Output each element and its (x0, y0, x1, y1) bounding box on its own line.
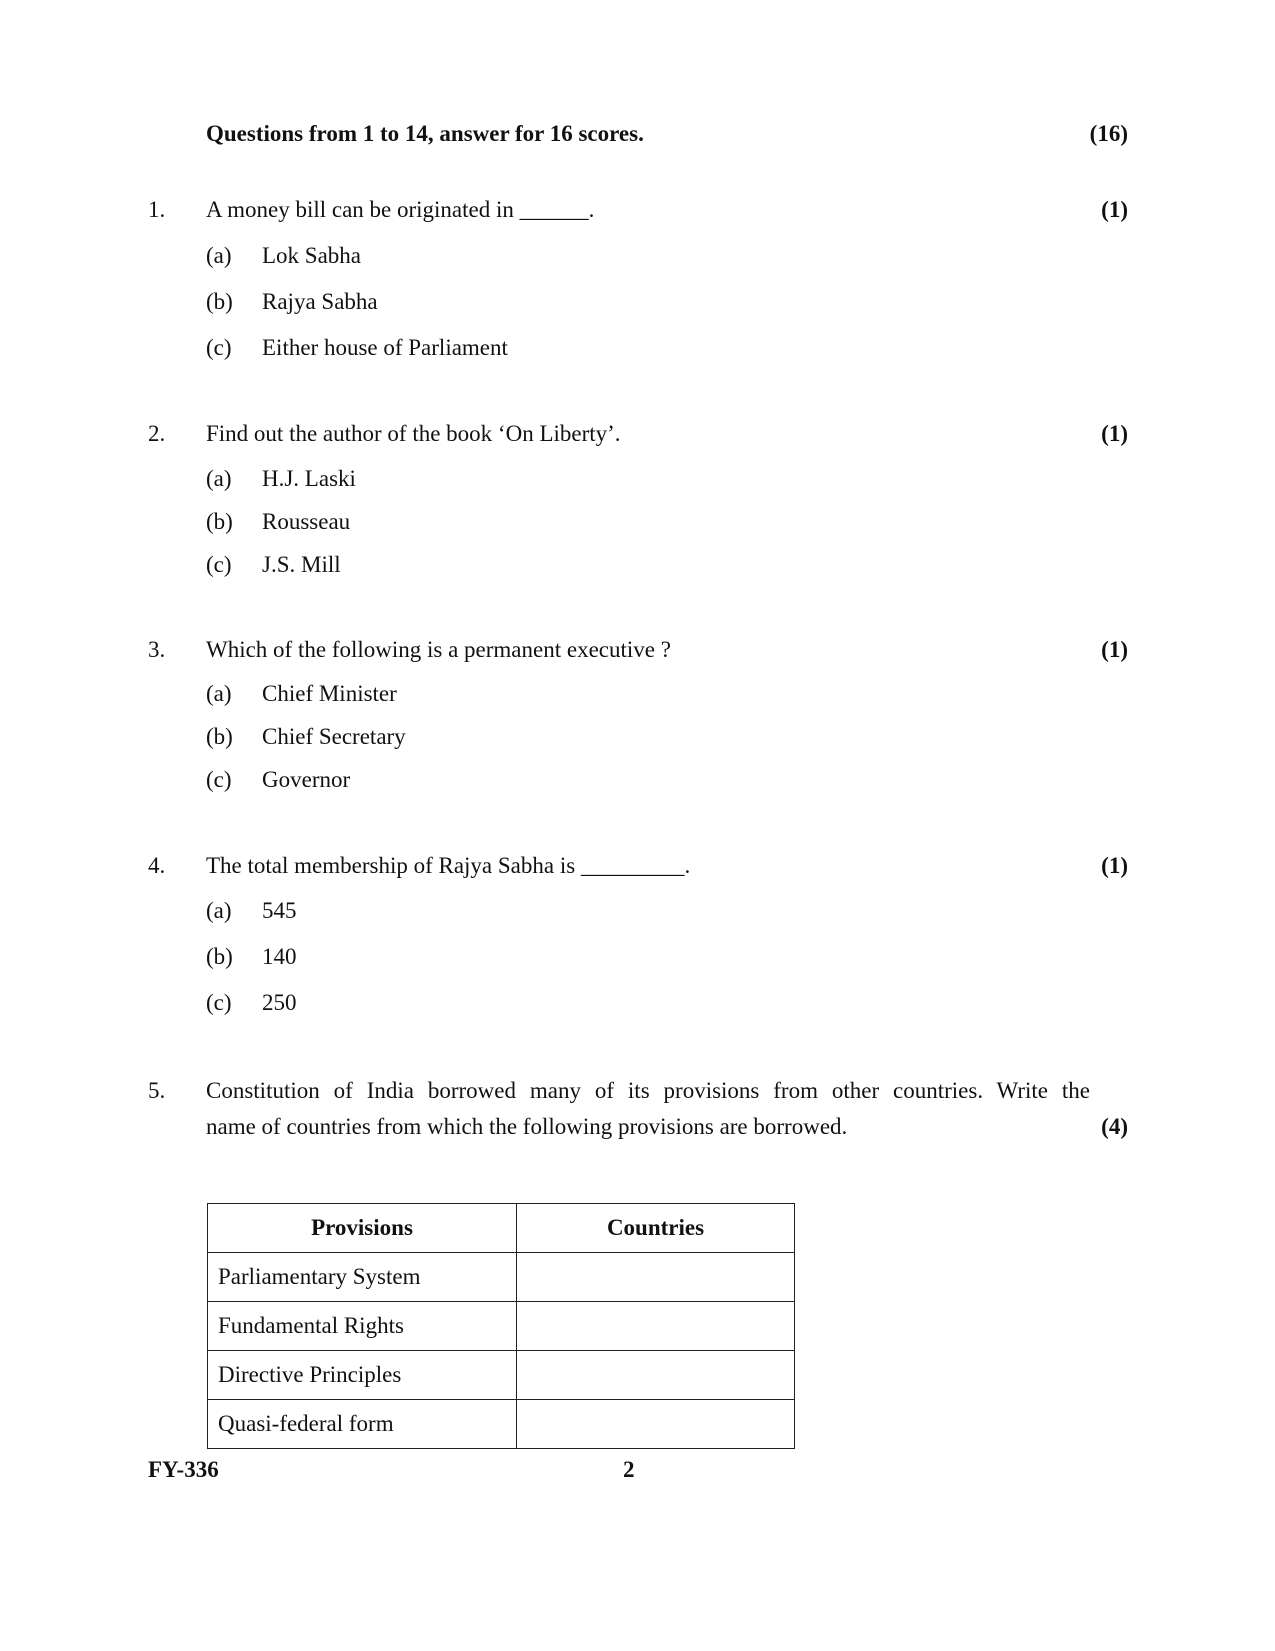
option-text: H.J. Laski (262, 466, 356, 491)
question-number: 5. (148, 1078, 166, 1103)
provision-cell: Quasi-federal form (208, 1400, 517, 1449)
country-cell (517, 1302, 795, 1351)
question-text-line2: name of countries from which the following provisions are borrowed. (206, 1114, 848, 1139)
option-letter: (b) (206, 944, 233, 969)
country-cell (517, 1351, 795, 1400)
page-number: 2 (623, 1457, 635, 1482)
column-header: Provisions (208, 1204, 517, 1253)
table-row (208, 1302, 795, 1351)
option-letter: (a) (206, 243, 232, 268)
option-text: Rousseau (262, 509, 351, 534)
question-score: (1) (1101, 637, 1128, 662)
total-score: (16) (1089, 121, 1128, 146)
instruction-heading: Questions from 1 to 14, answer for 16 scores. (206, 121, 644, 146)
table-header-row (208, 1204, 795, 1253)
option-letter: (c) (206, 335, 232, 360)
country-cell (517, 1253, 795, 1302)
column-header: Countries (517, 1204, 795, 1253)
provision-cell: Directive Principles (208, 1351, 517, 1400)
option-letter: (a) (206, 898, 232, 923)
option-letter: (b) (206, 724, 233, 749)
option-letter: (b) (206, 289, 233, 314)
option-text: Rajya Sabha (262, 289, 378, 314)
question-text: Which of the following is a permanent executive ? (206, 637, 671, 662)
option-letter: (c) (206, 767, 232, 792)
option-text: J.S. Mill (262, 552, 341, 577)
option-text: Governor (262, 767, 351, 792)
table-row (208, 1351, 795, 1400)
provisions-table (207, 1203, 795, 1449)
question-score: (1) (1101, 853, 1128, 878)
question-text-line1: Constitution of India borrowed many of its provisions from other countries. Write the (206, 1078, 1090, 1103)
option-letter: (b) (206, 509, 233, 534)
table-row (208, 1253, 795, 1302)
option-text: Lok Sabha (262, 243, 362, 268)
table-row (208, 1400, 795, 1449)
option-text: Chief Minister (262, 681, 397, 706)
option-text: Chief Secretary (262, 724, 406, 749)
country-cell (517, 1400, 795, 1449)
question-text: A money bill can be originated in ______. (206, 197, 595, 222)
question-score: (4) (1101, 1114, 1128, 1139)
provision-cell: Fundamental Rights (208, 1302, 517, 1351)
option-text: 545 (262, 898, 297, 923)
option-text: Either house of Parliament (262, 335, 508, 360)
question-number: 1. (148, 197, 166, 222)
question-text: The total membership of Rajya Sabha is _________. (206, 853, 691, 878)
option-letter: (a) (206, 466, 232, 491)
question-score: (1) (1101, 197, 1128, 222)
question-score: (1) (1101, 421, 1128, 446)
option-letter: (c) (206, 552, 232, 577)
paper-code: FY-336 (148, 1457, 219, 1482)
question-number: 2. (148, 421, 166, 446)
option-letter: (a) (206, 681, 232, 706)
option-text: 140 (262, 944, 297, 969)
provision-cell: Parliamentary System (208, 1253, 517, 1302)
option-letter: (c) (206, 990, 232, 1015)
option-text: 250 (262, 990, 297, 1015)
question-number: 3. (148, 637, 166, 662)
question-text: Find out the author of the book ‘On Liberty’. (206, 421, 621, 446)
question-number: 4. (148, 853, 166, 878)
